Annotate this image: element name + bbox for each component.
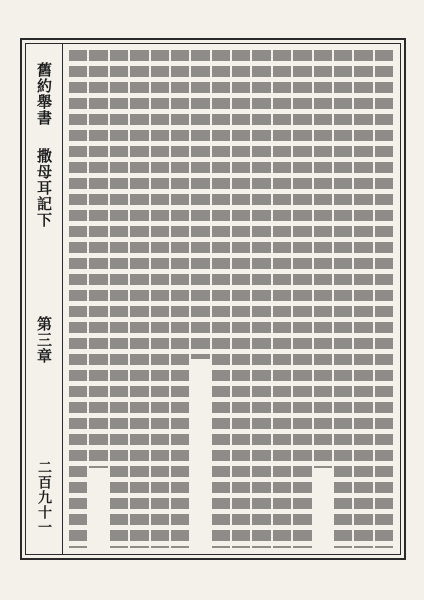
text-column bbox=[314, 50, 332, 468]
text-column bbox=[89, 50, 107, 468]
text-column bbox=[191, 50, 209, 359]
text-column bbox=[69, 50, 87, 548]
text-columns bbox=[68, 50, 394, 548]
page-number: 二百九十一 bbox=[36, 460, 52, 535]
text-column bbox=[334, 50, 352, 548]
header-divider bbox=[62, 44, 63, 554]
text-column bbox=[212, 50, 230, 548]
text-column bbox=[151, 50, 169, 548]
chapter-label: 第三章 bbox=[35, 316, 53, 364]
text-column bbox=[293, 50, 311, 548]
section-title: 撒母耳記下 bbox=[35, 148, 53, 228]
page-frame bbox=[20, 38, 406, 560]
inner-frame bbox=[25, 43, 401, 555]
text-column bbox=[130, 50, 148, 548]
text-column bbox=[375, 50, 393, 548]
text-column bbox=[110, 50, 128, 548]
text-column bbox=[273, 50, 291, 548]
text-column bbox=[252, 50, 270, 548]
text-column bbox=[171, 50, 189, 548]
text-column bbox=[232, 50, 250, 548]
text-column bbox=[354, 50, 372, 548]
book-title: 舊約舉書 bbox=[35, 62, 53, 126]
